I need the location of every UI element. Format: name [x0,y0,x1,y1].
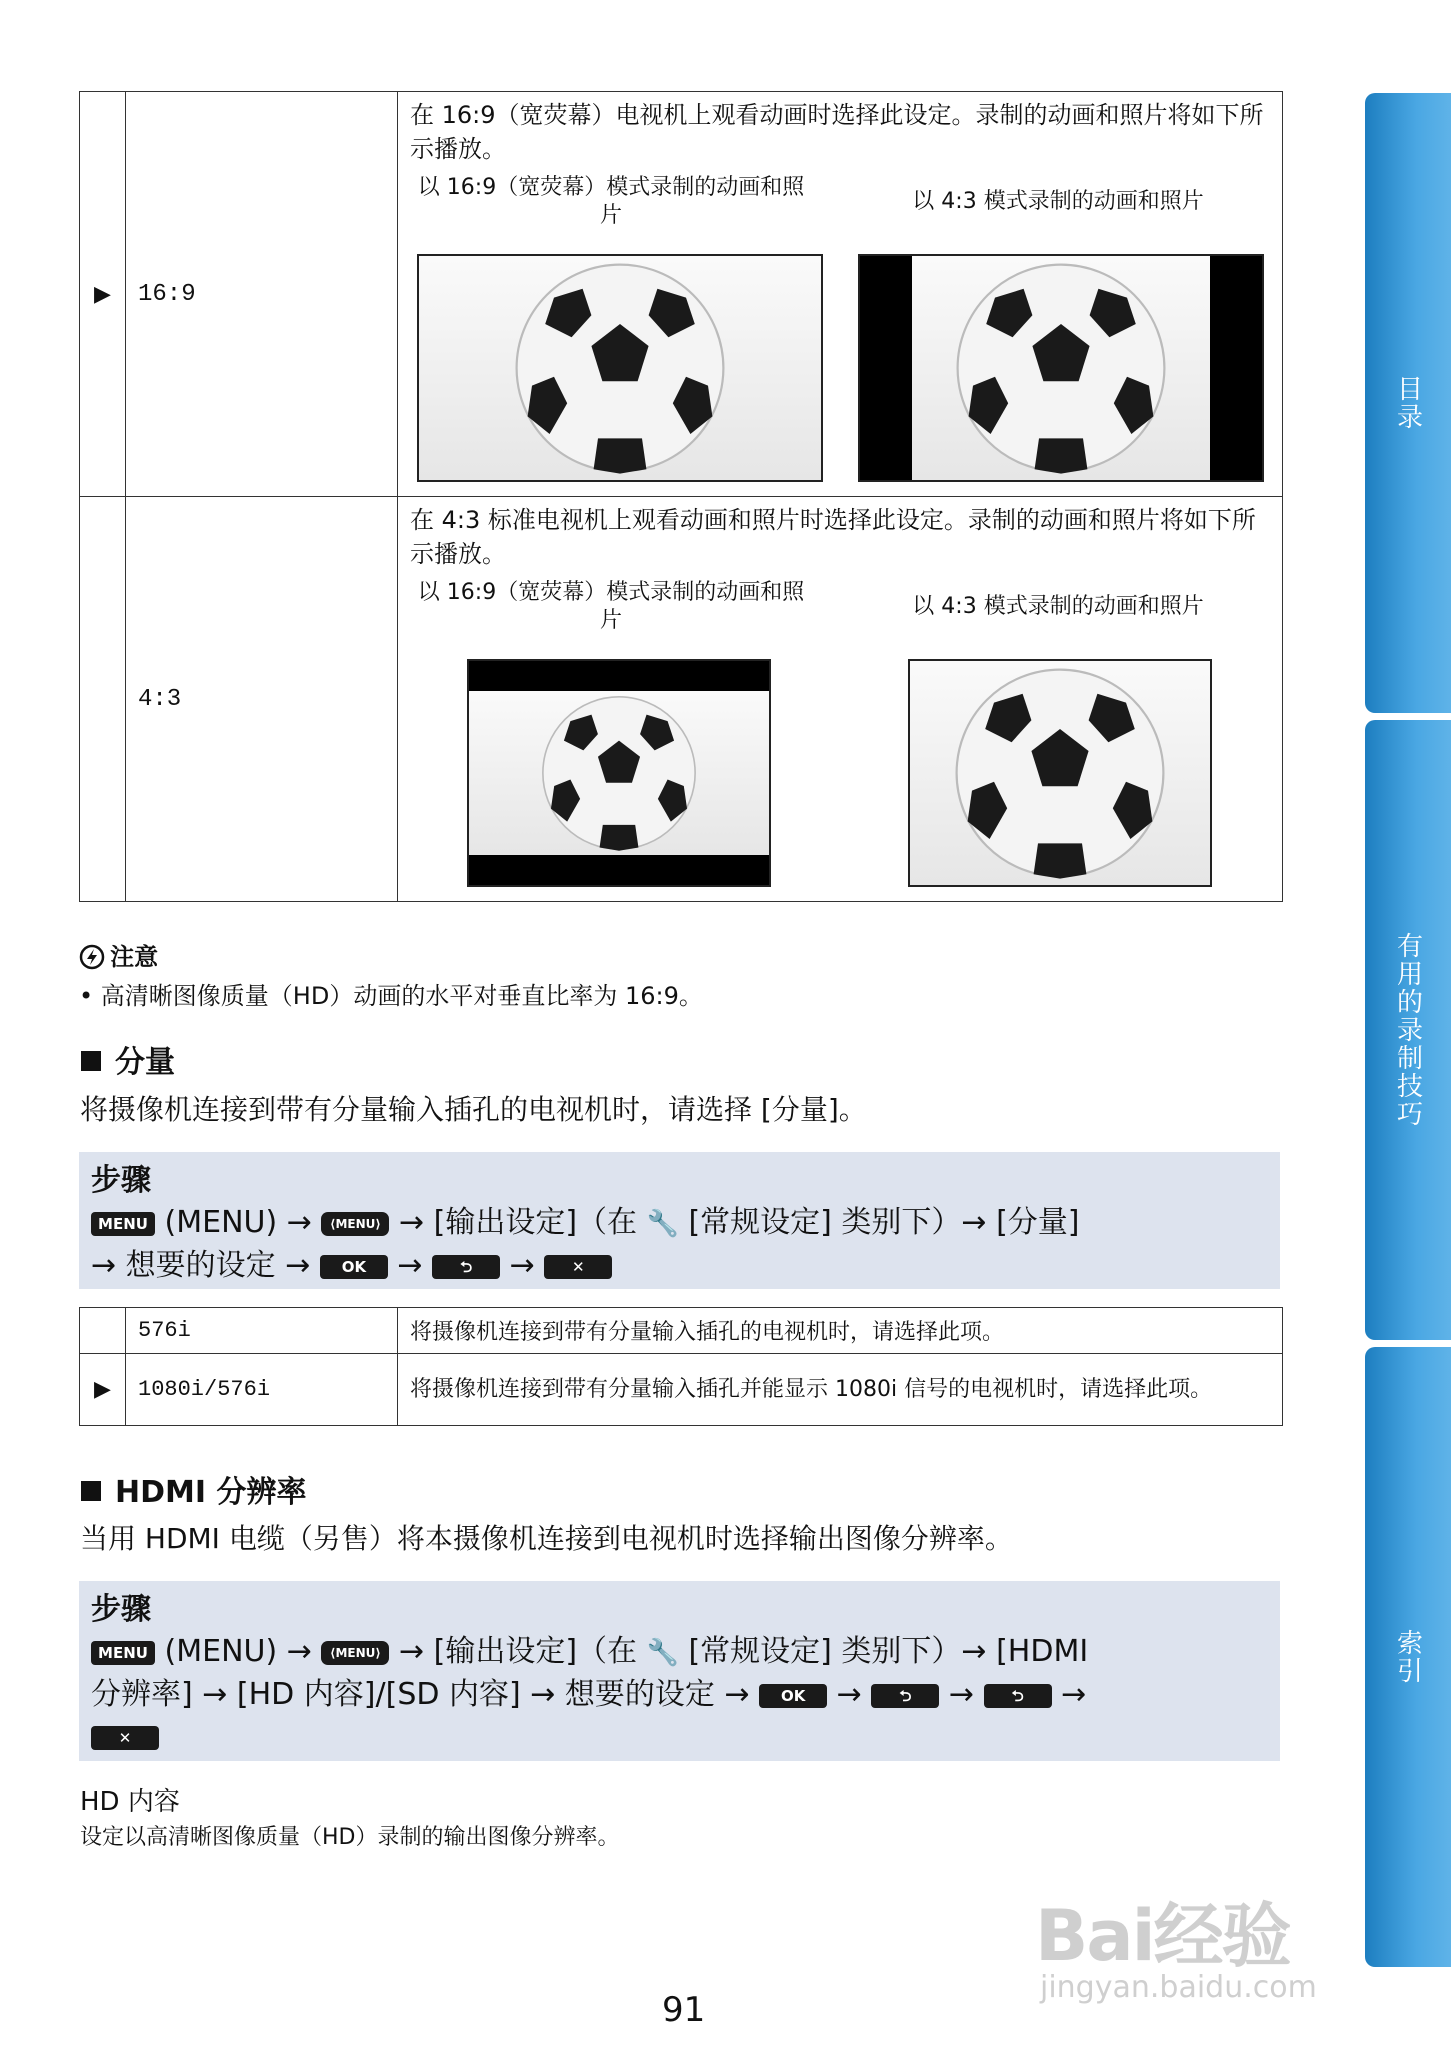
option-name: 1080i/576i [126,1354,398,1426]
wrench-icon: 🔧 [646,1638,679,1668]
wrench-icon: 🔧 [646,1209,679,1239]
option-name: 576i [126,1308,398,1354]
tab-useful-tips[interactable]: 有用的录制技巧 [1365,720,1451,1340]
close-button[interactable]: ✕ [91,1726,159,1750]
close-button[interactable]: ✕ [544,1255,612,1279]
caption-right: 以 4:3 模式录制的动画和照片 [912,594,1204,619]
image-4-3-on-wide [858,254,1264,482]
page-number: 91 [662,1990,706,2030]
soccer-ball-icon [949,663,1171,883]
option-description [398,92,1283,497]
selected-marker: ▶ [80,1354,126,1426]
table-row [80,1308,1283,1354]
menu-button[interactable]: MENU [91,1212,155,1236]
aspect-options-table [79,91,1283,902]
tab-index[interactable]: 索引 [1365,1347,1451,1967]
steps-line-2: → 想要的设定 → OK → ⮌ → ✕ [91,1245,1268,1287]
description-text: 在 16:9（宽荧幕）电视机上观看动画时选择此设定。录制的动画和照片将如下所示播放。 [410,101,1264,163]
table-row [80,497,1283,902]
note-heading [79,937,158,972]
soccer-ball-icon [509,258,731,478]
steps-title: 步骤 [91,1592,151,1627]
section-title-hdmi: HDMI 分辨率 [81,1467,306,1511]
ok-button[interactable]: OK [759,1684,827,1708]
soccer-ball-icon [950,258,1172,478]
option-description [398,497,1283,902]
component-options-table [79,1307,1283,1426]
watermark-logo: Bai经验 [1035,1895,1290,1977]
subsection-title-hd: HD 内容 [80,1787,180,1817]
description-text: 在 4:3 标准电视机上观看动画和照片时选择此设定。录制的动画和照片将如下所示播放。 [410,506,1256,568]
option-name: 4:3 [126,497,398,902]
soccer-ball-icon [537,692,701,854]
section-title-component: 分量 [81,1037,175,1081]
menu-button[interactable]: MENU [91,1641,155,1665]
back-button[interactable]: ⮌ [871,1684,939,1708]
option-name: 16:9 [126,92,398,497]
steps-line-1: MENU (MENU) → ⟨MENU⟩ → [输出设定]（在 🔧 [常规设定] 类别下）→ [HDMI [91,1631,1268,1674]
note-bullet-text: 高清晰图像质量（HD）动画的水平对垂直比率为 16:9。 [100,982,703,1010]
steps-title: 步骤 [91,1163,151,1198]
option-description: 将摄像机连接到带有分量输入插孔并能显示 1080i 信号的电视机时，请选择此项。 [398,1354,1283,1426]
caption-right: 以 4:3 模式录制的动画和照片 [912,189,1204,214]
selected-marker [80,497,126,902]
image-16-9-on-standard [467,659,771,887]
tab-contents[interactable]: 目录 [1365,93,1451,713]
steps-line-1: MENU (MENU) → ⟨MENU⟩ → [输出设定]（在 🔧 [常规设定] 类别下）→ [分量] [91,1202,1268,1245]
steps-box-component [79,1152,1280,1289]
note-bullet: • 高清晰图像质量（HD）动画的水平对垂直比率为 16:9。 [79,982,703,1010]
table-row [80,92,1283,497]
selected-marker: ▶ [80,92,126,497]
image-4-3-on-standard [908,659,1212,887]
steps-line-3 [91,1716,1268,1758]
caption-left: 以 16:9（宽荧幕）模式录制的动画和照片 [417,580,805,633]
menu-category-button[interactable]: ⟨MENU⟩ [321,1212,389,1236]
selected-marker [80,1308,126,1354]
section-body-hdmi: 当用 HDMI 电缆（另售）将本摄像机连接到电视机时选择输出图像分辨率。 [80,1522,1013,1555]
back-button[interactable]: ⮌ [432,1255,500,1279]
caution-icon [79,944,105,970]
option-description: 将摄像机连接到带有分量输入插孔的电视机时，请选择此项。 [398,1308,1283,1354]
table-row [80,1354,1283,1426]
image-16-9-on-wide [417,254,823,482]
ok-button[interactable]: OK [320,1255,388,1279]
steps-box-hdmi [79,1581,1280,1761]
note-heading-text: 注意 [110,943,159,971]
steps-line-2: 分辨率] → [HD 内容]/[SD 内容] → 想要的设定 → OK → ⮌ → ⮌ → [91,1677,1087,1712]
section-body-component: 将摄像机连接到带有分量输入插孔的电视机时，请选择 [分量]。 [80,1093,867,1126]
menu-category-button[interactable]: ⟨MENU⟩ [321,1641,389,1665]
back-button[interactable]: ⮌ [984,1684,1052,1708]
watermark-url: jingyan.baidu.com [1040,1970,1317,2005]
subsection-body-hd: 设定以高清晰图像质量（HD）录制的输出图像分辨率。 [80,1825,620,1850]
caption-left: 以 16:9（宽荧幕）模式录制的动画和照片 [417,175,805,228]
